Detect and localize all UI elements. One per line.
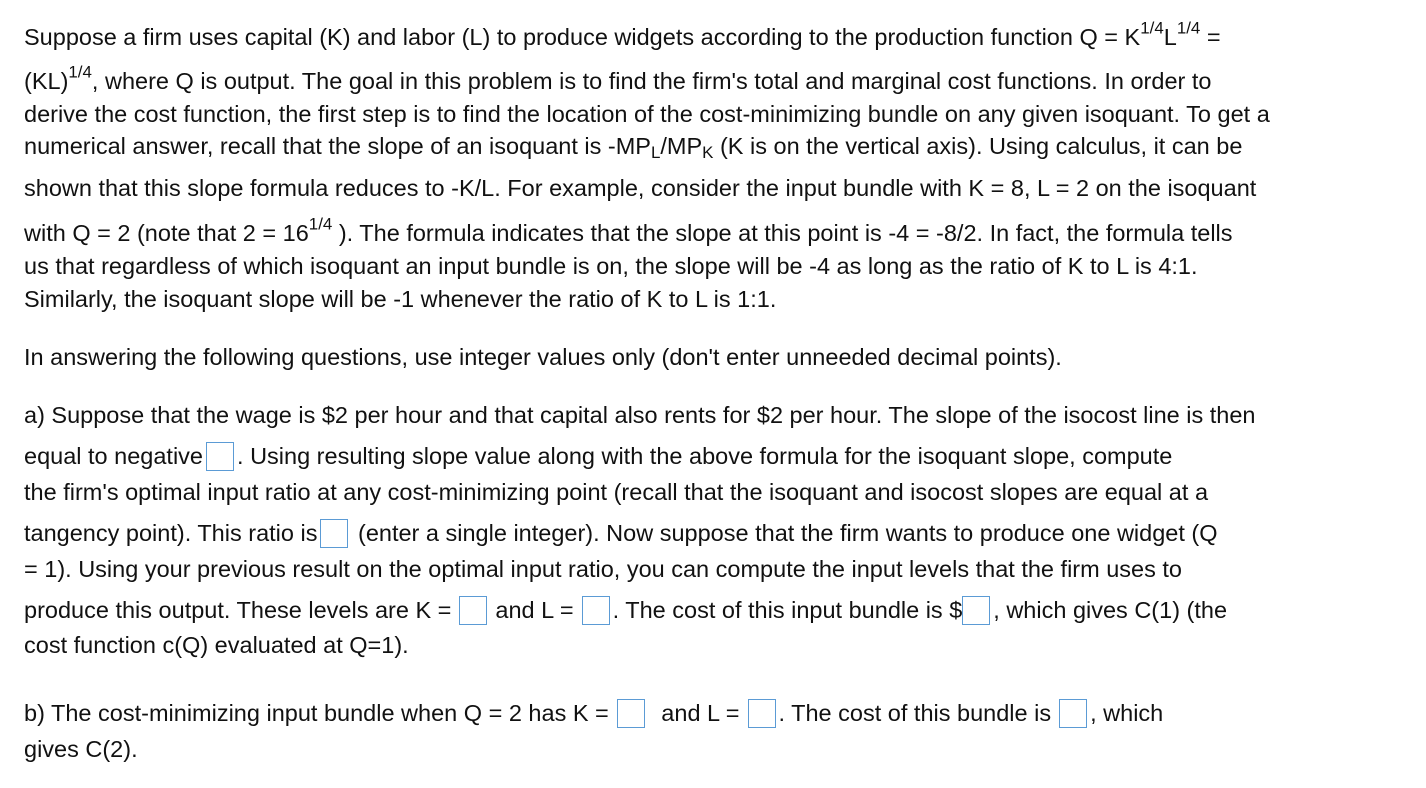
q2-k-answer-box[interactable] xyxy=(617,699,645,728)
q1-cost-answer-box[interactable] xyxy=(962,596,990,625)
intro-line-2: (KL)$^{1/4}$, where Q is output. The goal in this problem is to find the firm's total and marginal cost functions. In order to xyxy=(24,62,1212,94)
part-b-line-1: b) The cost-minimizing input bundle when Q = 2 has K = and L = . The cost of this bundle is , which xyxy=(24,700,1164,726)
part-a-line-3: the firm's optimal input ratio at any cost-minimizing point (recall that the isoquant and isocost slopes are equal at a xyxy=(24,479,1209,505)
q1-k-answer-box[interactable] xyxy=(459,596,487,625)
part-a-line-4: tangency point). This ratio is (enter a single integer). Now suppose that the firm wants to produce one widget (Q xyxy=(24,520,1218,546)
q2-cost-answer-box[interactable] xyxy=(1059,699,1087,728)
part-a-line-1: a) Suppose that the wage is $2 per hour and that capital also rents for $2 per hour. The slope of the isocost line is then xyxy=(24,402,1256,428)
part-a-line-7: cost function c(Q) evaluated at Q=1). xyxy=(24,632,409,658)
q1-l-answer-box[interactable] xyxy=(582,596,610,625)
part-a-line-2: equal to negative . Using resulting slope value along with the above formula for the isoquant slope, compute xyxy=(24,443,1173,469)
part-b-line-2: gives C(2). xyxy=(24,736,138,762)
intro-line-6: with Q = 2 (note that $2 = 16^{1/4}$ ). The formula indicates that the slope at this point is -4 = -8/2. In fact, the formula tells xyxy=(24,214,1233,246)
input-ratio-answer-box[interactable] xyxy=(320,519,348,548)
isocost-slope-answer-box[interactable] xyxy=(206,442,234,471)
intro-line-3: derive the cost function, the first step is to find the location of the cost-minimizing bundle on any given isoquant. To get a xyxy=(24,101,1270,127)
intro-line-4: numerical answer, recall that the slope of an isoquant is $-MP_L/MP_K$ (K is on the vertical axis). Using calculus, it can be xyxy=(24,133,1243,163)
instruction-text: In answering the following questions, use integer values only (don't enter unneeded decimal points). xyxy=(24,344,1062,370)
part-a-line-6: produce this output. These levels are K = and L = . The cost of this input bundle is $ , which gives C(1) (the xyxy=(24,597,1228,623)
q2-l-answer-box[interactable] xyxy=(748,699,776,728)
intro-line-5: shown that this slope formula reduces to -K/L. For example, consider the input bundle with K = 8, L = 2 on the isoquant xyxy=(24,175,1257,201)
intro-line-1: Suppose a firm uses capital (K) and labor (L) to produce widgets according to the production function $Q = K^{1/4}L^{1/4}$ = xyxy=(24,18,1221,50)
part-a-line-5: = 1). Using your previous result on the optimal input ratio, you can compute the input levels that the firm uses to xyxy=(24,556,1182,582)
intro-line-7: us that regardless of which isoquant an input bundle is on, the slope will be -4 as long as the ratio of K to L is 4:1. xyxy=(24,253,1198,279)
intro-line-8: Similarly, the isoquant slope will be -1 whenever the ratio of K to L is 1:1. xyxy=(24,286,777,312)
